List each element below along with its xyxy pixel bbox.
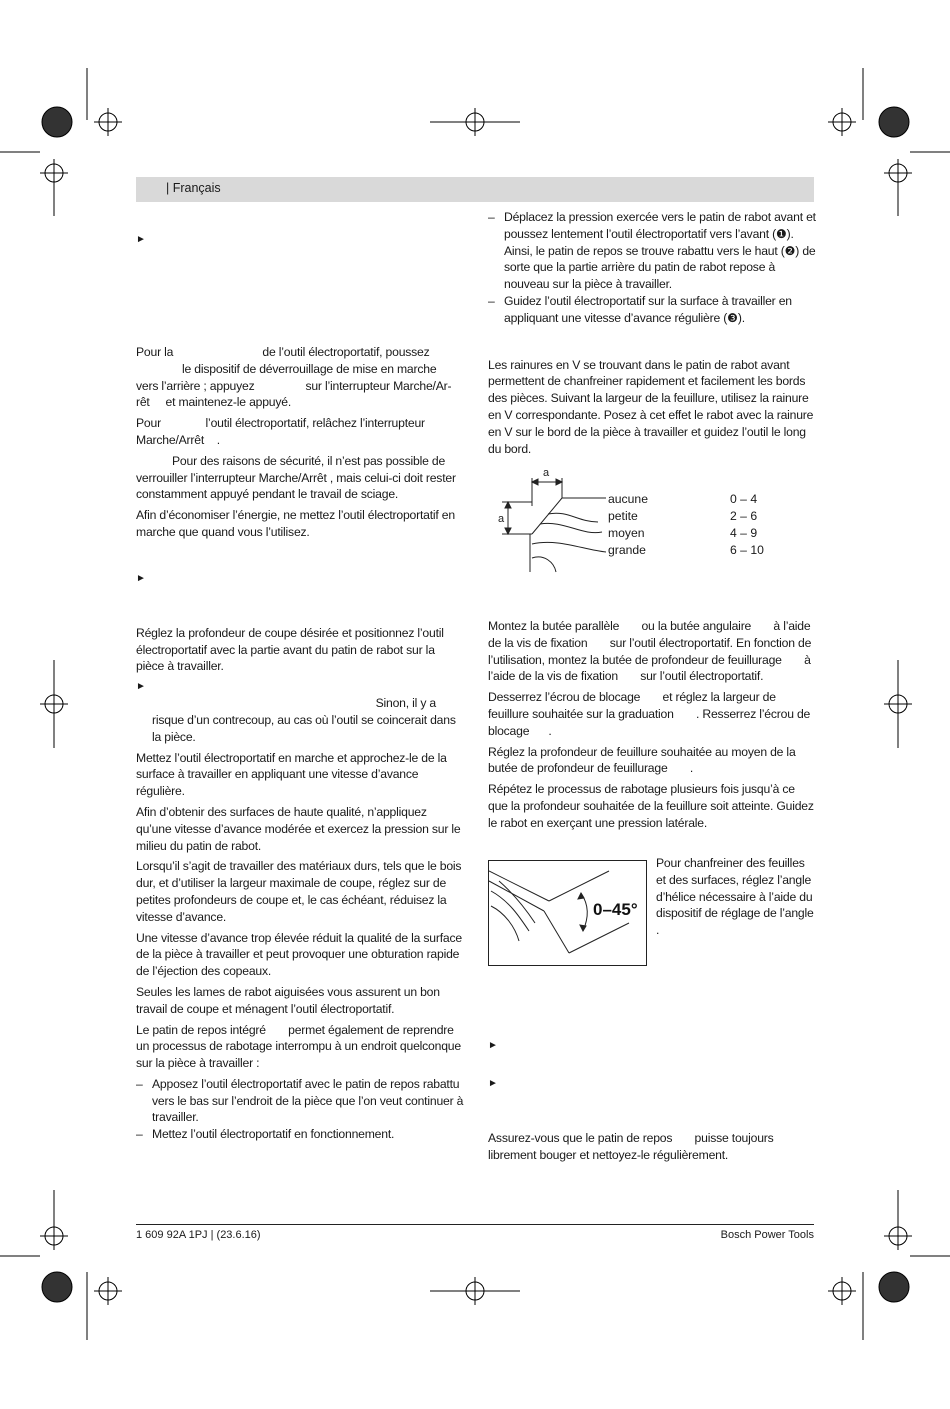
paragraph: Répétez le processus de rabotage plusieurs fois jusqu’à ce que la profondeur souhaitée de la feuillure soit atteinte. Guidez le rabot en exerçant une pression latérale.	[488, 782, 814, 830]
chamfer-size-name: petite	[608, 509, 638, 523]
list-item-text: Guidez l’outil électroportatif sur la surface à travailler en appliquant une vitesse d’avance régulière (❸).	[504, 293, 792, 325]
text-line: vers l’arrière ; appuyez sur l’interrupteur Marche/Ar-	[136, 378, 452, 393]
chamfer-table	[608, 491, 790, 559]
angle-figure	[488, 860, 647, 966]
paragraph	[136, 344, 464, 411]
paragraph: Desserrez l’écrou de blocage et réglez la largeur de feuillure souhaitée sur la graduation . Resserrez l’écrou de blocage .	[488, 690, 814, 738]
warning-arrow-icon: ►	[136, 234, 146, 245]
left-column	[136, 232, 464, 1143]
paragraph: Afin d’obtenir des surfaces de haute qualité, n’appliquez qu’une vitesse d’avance modérée et exercez la pression sur le milieu du patin de rabot.	[136, 804, 461, 853]
page-header	[136, 177, 814, 202]
list-item	[136, 1076, 464, 1126]
dimension-label-a: a	[498, 513, 505, 525]
brand-name: Bosch Power Tools	[720, 1229, 814, 1241]
paragraph: Une vitesse d’avance trop élevée réduit la qualité de la surface de la pièce à travailler et peut provoquer une obturation rapide de l’éjection des copeaux.	[136, 930, 462, 979]
list-item	[488, 209, 816, 293]
text-line: le dispositif de déverrouillage de mise en marche	[182, 361, 437, 376]
right-column-lower	[488, 618, 816, 836]
text-line: Pour l’outil électroportatif, relâchez l’interrupteur	[136, 416, 425, 431]
chamfer-size-value: 0 – 4	[730, 492, 758, 506]
paragraph: Les rainures en V se trouvant dans le patin de rabot avant permettent de chanfreiner rapidement et facilement les bords des pièces. Suivant la largeur de la feuillure, utilisez la rainure en V correspondante. Posez à cet effet le rabot avec la rainure en V sur le bord de la pièce à travailler et guidez l’outil le long du bord.	[488, 357, 814, 456]
paragraph: Lorsqu’il s’agit de travailler des matériaux durs, tels que le bois dur, et d’utiliser la largeur maximale de coupe, réglez sur de petites profondeurs de coupe et, le cas échéant, réduisez la vitesse d’avance.	[136, 859, 462, 924]
table-row	[608, 491, 790, 508]
language-label: | Français	[166, 181, 221, 195]
right-column	[488, 209, 816, 461]
dimension-label-a: a	[543, 467, 550, 479]
chamfer-size-value: 2 – 6	[730, 509, 758, 523]
paragraph: Pour des raisons de sécurité, il n’est pas possible de verrouiller l’interrupteur Marche/Arrêt , mais celui-ci doit rester constamment appuyé pendant le travail de sciage.	[136, 453, 456, 502]
list-item-text: Mettez l’outil électroportatif en fonctionnement.	[152, 1127, 395, 1142]
warning-arrow-icon: ►	[488, 1078, 498, 1089]
paragraph: Mettez l’outil électroportatif en marche et approchez-le de la surface à travailler en appliquant une vitesse d’avance régulière.	[136, 750, 447, 799]
chamfer-size-name: moyen	[608, 526, 645, 540]
chamfer-size-value: 6 – 10	[730, 543, 764, 557]
paragraph: Le patin de repos intégré permet également de reprendre un processus de rabotage interrompu à un endroit quelconque sur la pièce à travailler :	[136, 1022, 465, 1071]
warning-arrow-icon: ►	[136, 572, 146, 584]
list-item	[136, 1126, 464, 1143]
angle-figure-caption: Pour chanfreiner des feuilles et des surfaces, réglez l’angle d’hélice nécessaire à l’aide du dispositif de réglage de l’angle .	[656, 856, 814, 938]
paragraph: Réglez la profondeur de feuillure souhaitée au moyen de la butée de profondeur de feuillurage .	[488, 744, 799, 776]
text-line: Marche/Arrêt .	[136, 432, 220, 447]
dash-bullet: –	[488, 293, 495, 308]
dash-bullet: –	[136, 1127, 143, 1142]
chamfer-size-name: grande	[608, 543, 646, 557]
table-row	[608, 508, 790, 525]
paragraph	[136, 415, 464, 449]
text-line: Sinon, il y a	[375, 696, 436, 711]
text-line: risque d’un contrecoup, au cas où l’outil se coincerait dans la pièce.	[152, 712, 456, 744]
angle-range-label: 0–45°	[593, 900, 638, 919]
table-row	[608, 542, 790, 559]
paragraph	[136, 695, 464, 745]
warning-arrow-icon: ►	[488, 1040, 498, 1051]
paragraph: Réglez la profondeur de coupe désirée et positionnez l’outil électroportatif avec la partie avant du patin de rabot sur la pièce à travailler.	[136, 625, 444, 674]
document-number: 1 609 92A 1PJ | (23.6.16)	[136, 1229, 261, 1241]
dash-bullet: –	[488, 210, 495, 224]
list-item-text: Déplacez la pression exercée vers le patin de rabot avant et poussez lentement l’outil électroportatif vers l’avant (❶). Ainsi, le patin de repos se trouve rabattu vers le haut (❷) de sorte que la partie arrière du patin de rabot repose à nouveau sur la pièce à travailler.	[504, 210, 816, 292]
page-footer	[136, 1224, 814, 1241]
v-groove-diagram	[498, 466, 608, 574]
planer-angle-illustration	[489, 861, 646, 965]
chamfer-size-name: aucune	[608, 492, 648, 506]
dash-bullet: –	[136, 1076, 143, 1091]
list-item-text: Apposez l’outil électroportatif avec le patin de repos rabattu vers le bas sur l’endroit de la pièce que l’on veut continuer à travailler.	[152, 1076, 464, 1125]
paragraph: Seules les lames de rabot aiguisées vous assurent un bon travail de coupe et ménagent l’outil électroportatif.	[136, 984, 440, 1016]
paragraph: Afin d’économiser l’énergie, ne mettez l’outil électroportatif en marche que quand vous l’utilisez.	[136, 508, 455, 539]
paragraph: Montez la butée parallèle ou la butée angulaire à l’aide de la vis de fixation sur l’outil électroportatif. En fonction de l’utilisation, montez la butée de profondeur de feuillurage à l’aide de la vis de fixation sur l’outil électroportatif.	[488, 619, 815, 684]
warning-arrow-icon: ►	[136, 681, 146, 693]
table-row	[608, 525, 790, 542]
right-column-bottom	[488, 1038, 816, 1168]
text-line: rêt et maintenez-le appuyé.	[136, 395, 292, 410]
list-item	[488, 293, 816, 327]
paragraph: Assurez-vous que le patin de repos puisse toujours librement bouger et nettoyez-le régulièrement.	[488, 1131, 777, 1162]
text-line: Pour la de l’outil électroportatif, poussez	[136, 345, 430, 359]
chamfer-size-value: 4 – 9	[730, 526, 758, 540]
